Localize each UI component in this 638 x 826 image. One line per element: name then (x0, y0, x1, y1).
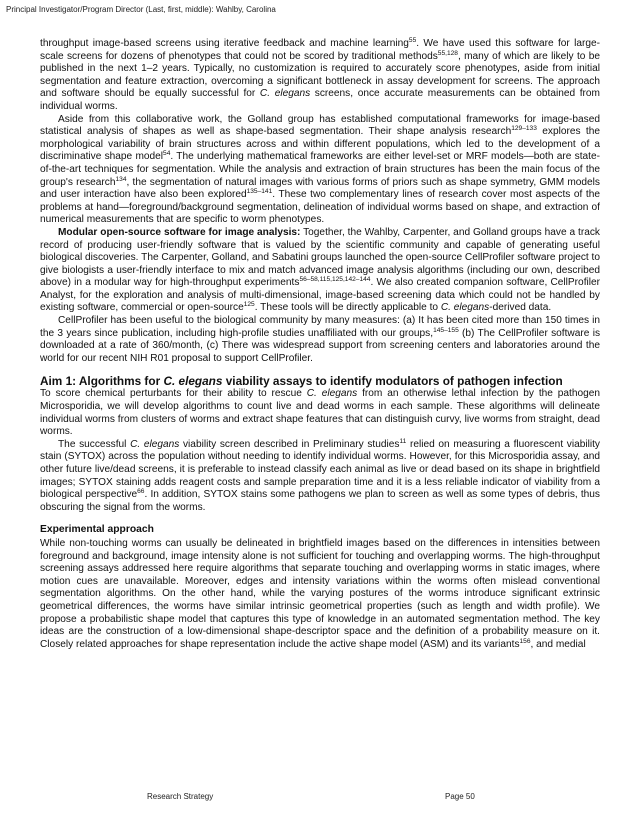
text-run: . In addition, SYTOX stains some pathogens we plan to screen as well as some types of debris, thus obscuring the signal from the worms. (40, 489, 600, 513)
citation-superscript: 129–133 (511, 125, 537, 133)
text-run: , and medial (530, 638, 586, 650)
text-run: (b) The CellProfiler software is downloaded at a rate of 360/month, (c) There was widespread support from screening centers and laboratories around the world for our recent NIH R01 proposal to support CellProfiler. (40, 327, 601, 364)
citation-superscript: 145–155 (433, 326, 459, 334)
text-run: viability screen described in Preliminary studies (179, 438, 400, 450)
citation-superscript: 134 (115, 175, 127, 183)
text-run: To score chemical perturbants for their ability to rescue (40, 388, 307, 400)
footer-section-label: Research Strategy (147, 792, 214, 801)
paragraph-cellprofiler-impact (40, 315, 600, 365)
text-run: throughput image-based screens using iterative feedback and machine learning (40, 38, 409, 49)
text-run: Together, the Wahlby, Carpenter, and Golland groups have a track record of producing user-friendly software that is valued by the scientific community and capable of generating useful biological discoveries. The Carpenter, Golland, and Sabatini groups launched the open-source CellProfiler software project to give biologists a user-friendly interface to mix and match advanced image analysis algorithms (including our own, described above) in a modular way for high-throughput experiments (40, 226, 600, 289)
paragraph-golland-group (40, 114, 600, 227)
citation-superscript: 66 (137, 488, 145, 496)
text-run: CellProfiler has been useful to the biological community by many measures: (a) It has been cited more than 150 times in the 3 years since publication, including high-profile studies unaffiliated with our groups, (40, 315, 600, 339)
text-run: . We have used this software for large-scale screens for dozens of phenotypes that could not be scored by traditional methods (40, 38, 600, 62)
citation-superscript: 55 (408, 37, 417, 44)
text-run: from an otherwise lethal infection by the pathogen Microsporidia, we will develop algorithms to count live and dead worms in each sample. These algorithms will delineate individual worms from clusters of worms and extract shape features that can distinguish curvy, live worms from straight, dead worms. (40, 388, 601, 438)
experimental-approach-heading: Experimental approach (40, 524, 154, 536)
text-run: , many of which are likely to be published in the next 1–2 years. Typically, no customization is required to accurately score phenotypes, aside from initial segmentation and feature extraction, overcoming a significant bottleneck in assay development for screens. The approach and software should be equally successful for (40, 50, 600, 100)
running-head: Principal Investigator/Program Director (Last, first, middle): Wahlby, Carolina (6, 5, 276, 14)
citation-superscript: 55,128 (437, 49, 458, 57)
citation-superscript: 11 (399, 437, 407, 445)
text-run: , the segmentation of natural images with various forms of priors such as shape symmetry, GMM models and user interaction have also been explored (40, 176, 600, 201)
heading-text: Aim 1: Algorithms for (40, 374, 164, 389)
species-name: C. elegans (130, 438, 180, 450)
species-name: C. elegans (306, 388, 358, 400)
text-run: . These tools will be directly applicable to (254, 302, 441, 314)
paragraph-cellprofiler-screens (40, 38, 600, 114)
text-run: The successful (58, 438, 131, 450)
text-run: relied on measuring a fluorescent viability stain (SYTOX) across the population without needing to identify individual worms. However, for this Microsporidia assay, and other future live/dead screens, it is preferable to instead classify each animal as live or dead based on its shape in brightfield images; SYTOX staining adds reagent costs and sample preparation time and it is a less reliable indicator of viability from a biological perspective (40, 438, 600, 501)
citation-superscript: 125 (243, 301, 255, 309)
species-name: C. elegans (440, 302, 490, 314)
paragraph-aim-1-intro (40, 388, 600, 438)
text-run: screens, once accurate measurements can be obtained from individual worms. (40, 88, 600, 112)
citation-superscript: 135–141 (246, 188, 273, 196)
text-run: explores the morphological variability of brain structures across and within different populations, which led to the development of a discriminative shape model (40, 126, 600, 163)
paragraph-experimental-approach (40, 538, 600, 651)
text-run: . These two complementary lines of research cover most aspects of the problems at hand—foreground/background segmentation, delineation of individual worms based on shape, and extraction of numerical measurements that are specific to worm phenotypes. (40, 189, 600, 226)
text-run: . The underlying mathematical frameworks are either level-set or MRF models—both are state-of-the-art techniques for segmentation. While the analysis and extraction of brain structures has been the main focus of the group's research (40, 151, 601, 188)
text-run: While non-touching worms can usually be delineated in brightfield images based on the differences in intensities between foreground and background, image intensity alone is not sufficient for touching and overlapping worms. The high-throughput screening assays addressed here require algorithms that separate touching and overlapping worms in static images, where motion cues are unavailable. Moreover, edges and intensity variations within the worms often mislead conventional segmentation algorithms. On the other hand, while the varying postures of the worms introduce significant extrinsic geometrical differences, the worms have similar intrinsic geometrical properties (such as length and width profile). We propose a probabilistic shape model that captures this type of knowledge in an automated segmentation method. The key ideas are the construction of a low-dimensional shape-descriptor space and the definition of a probability measure on it. Closely related approaches for shape representation include the active shape model (ASM) and its variants (40, 537, 600, 650)
footer-page-number: Page 50 (445, 792, 475, 801)
species-name: C. elegans (259, 88, 311, 100)
text-run: . We also created companion software, CellProfiler Analyst, for the exploration and analysis of multi-dimensional, image-based screening data which could not be handled by existing software, commercial or open-source (40, 277, 601, 314)
paragraph-modular-software (40, 227, 600, 315)
text-run: -derived data. (489, 302, 552, 314)
text-run: Aside from this collaborative work, the Golland group has established computational frameworks for image-based statistical analysis of shapes as well as shape-based segmentation. Their shape analysis research (40, 113, 600, 138)
species-name: C. elegans (163, 374, 223, 389)
citation-superscript: 56–58,115,125,142–144 (299, 276, 371, 284)
citation-superscript: 54 (163, 150, 171, 158)
document-body (40, 38, 600, 651)
heading-text: viability assays to identify modulators of pathogen infection (222, 374, 563, 389)
paragraph-viability-screen (40, 439, 600, 515)
run-in-heading: Modular open-source software for image analysis: (58, 226, 301, 238)
aim-1-heading (40, 374, 600, 388)
citation-superscript: 156 (519, 637, 531, 645)
